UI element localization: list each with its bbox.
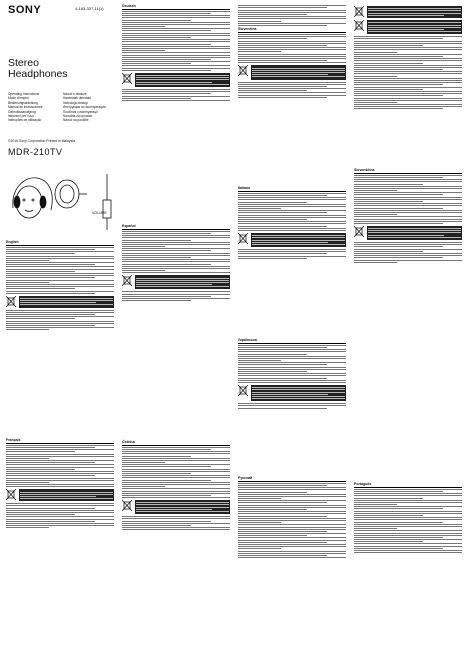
- language-item: Instrukcja obsługi: [63, 100, 88, 105]
- section-heading: Español: [122, 224, 230, 230]
- section-heading: Čeština: [122, 440, 230, 446]
- crossed-bin-icon: [6, 489, 16, 500]
- language-item: Bedienungsanleitung: [8, 100, 38, 105]
- product-title: [8, 58, 68, 80]
- crossed-bin-icon: [354, 6, 364, 17]
- headphone-illustration: [7, 170, 115, 232]
- model-number: MDR-210TV: [8, 147, 63, 157]
- weee-notice: [122, 500, 230, 514]
- section-english: [6, 240, 114, 332]
- crossed-bin-icon: [354, 226, 364, 237]
- crossed-bin-icon: [122, 500, 132, 511]
- weee-notice: [238, 65, 346, 79]
- body-text: [6, 247, 114, 294]
- section-heading: Русский: [238, 476, 346, 482]
- section-heading: English: [6, 240, 114, 246]
- svg-text:VOLUME: VOLUME: [92, 211, 107, 215]
- section-spanish: [122, 224, 230, 302]
- language-item: Návod na použitie: [63, 118, 89, 123]
- section-slovak: [238, 4, 346, 99]
- crossed-bin-icon: [238, 385, 248, 396]
- section-russian: [238, 476, 346, 559]
- column-3: [235, 0, 348, 661]
- language-item: Посібник з експлуатації: [63, 109, 98, 114]
- corporation-line: ©2016 Sony Corporation Printed in Malaysia: [8, 139, 75, 143]
- section-french: [6, 438, 114, 530]
- brand-logo: SONY: [8, 4, 42, 16]
- weee-notice: [238, 233, 346, 247]
- weee-notice: [354, 6, 462, 18]
- section-italian: [238, 186, 346, 260]
- weee-notice: [6, 489, 114, 501]
- title-line-1: Stereo: [8, 57, 39, 69]
- section-heading: Slovenčina: [238, 27, 346, 33]
- section-heading: Français: [6, 438, 114, 444]
- language-item: Инструкция по эксплуатации: [63, 105, 106, 110]
- language-item: Návod k obsluze: [63, 92, 87, 96]
- weee-notice: [6, 296, 114, 308]
- section-russian-continued: [354, 4, 462, 111]
- language-item: Istruzioni per l'uso: [8, 114, 34, 119]
- language-item: Gebruiksaanwijzing: [8, 109, 36, 114]
- crossed-bin-icon: [122, 275, 132, 286]
- crossed-bin-icon: [122, 73, 132, 84]
- title-line-2: Headphones: [8, 68, 68, 80]
- section-slovenian: [354, 168, 462, 264]
- section-heading: Deutsch: [122, 4, 230, 10]
- language-item: Használati útmutató: [63, 96, 92, 101]
- section-heading: Українська: [238, 338, 346, 344]
- crossed-bin-icon: [238, 233, 248, 244]
- weee-notice: [122, 73, 230, 87]
- section-heading: Slovenščina: [354, 168, 462, 174]
- crossed-bin-icon: [238, 65, 248, 76]
- column-1: [3, 0, 116, 661]
- section-portuguese: [354, 482, 462, 554]
- language-item: Instruções de utilização: [8, 118, 42, 123]
- section-heading: Italiano: [238, 186, 346, 192]
- weee-notice: [122, 275, 230, 289]
- column-4: [351, 0, 464, 661]
- section-heading: Português: [354, 482, 462, 488]
- weee-notice: [238, 385, 346, 401]
- weee-notice: [354, 20, 462, 34]
- column-2: [119, 0, 232, 661]
- crossed-bin-icon: [6, 296, 16, 307]
- part-number: 4-183-337-11(1): [75, 6, 104, 11]
- language-item: Navodila za uporabo: [63, 114, 93, 119]
- language-item: Operating Instructions: [8, 92, 40, 96]
- section-ukrainian: [238, 338, 346, 410]
- languages-list: [8, 92, 114, 123]
- language-item: Mode d'emploi: [8, 96, 29, 101]
- language-item: Manual de instrucciones: [8, 105, 43, 110]
- section-czech: [122, 440, 230, 532]
- weee-notice: [354, 226, 462, 240]
- crossed-bin-icon: [354, 20, 364, 31]
- section-german: [122, 4, 230, 102]
